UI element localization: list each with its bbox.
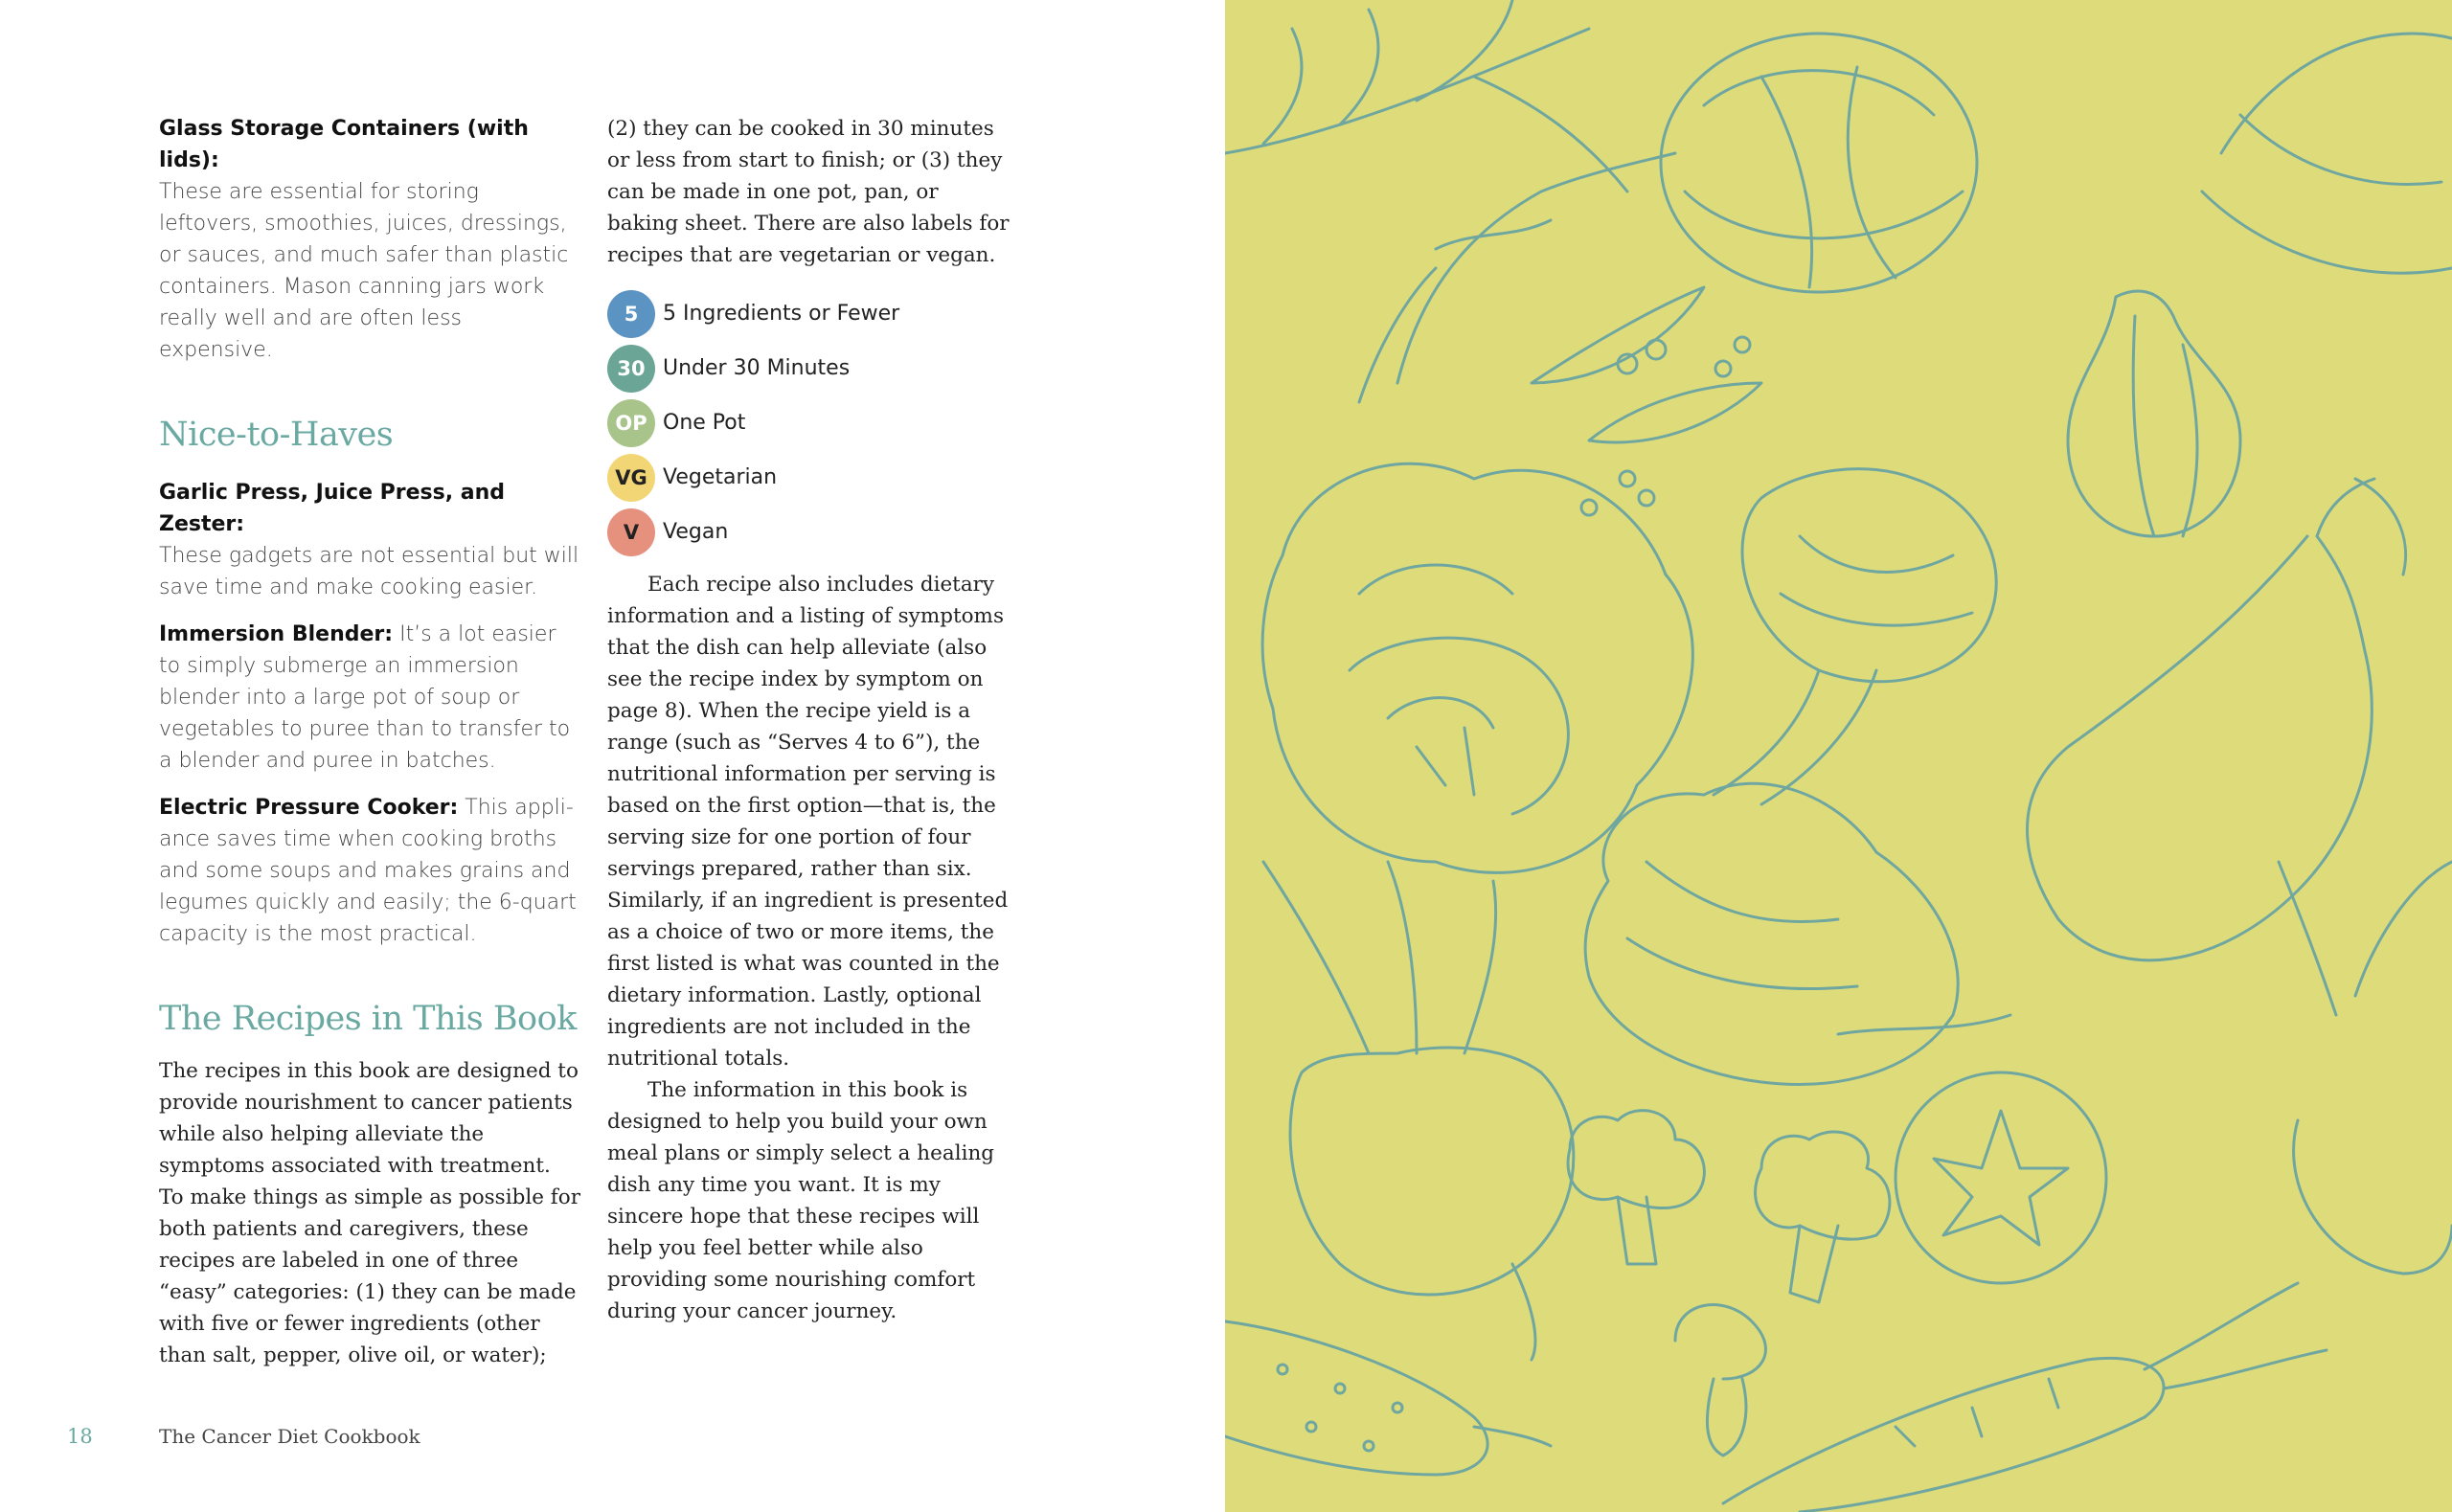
under-30-badge: 30 [607, 345, 655, 393]
garlic-drawing [2068, 291, 2240, 536]
running-footer-title: The Cancer Diet Cookbook [159, 1425, 420, 1448]
closing-paragraph: The information in this book is designed to help you build your own meal plans or simply select a healing dish any time you want. It is my sincere hope that these recipes will help you feel better while also providing some nourishing comfort during your cancer journey. [607, 1078, 995, 1323]
legend-item-under-30 [607, 341, 1010, 395]
legend-label: Vegan [663, 520, 729, 544]
vegan-badge: V [607, 508, 655, 556]
five-ingredients-badge: 5 [607, 290, 655, 338]
legend-item-one-pot [607, 395, 1010, 450]
mushroom-drawing [1675, 1305, 1765, 1456]
cucumber-drawing [1225, 1321, 1551, 1475]
page-number: 18 [67, 1425, 93, 1448]
cabbage-drawing [1661, 34, 1977, 292]
intro-paragraph: (2) they can be cooked in 30 minutes or less from start to finish; or (3) they can be made in one pot, pan, or baking sheet. There are also labels for recipes that are vegetarian or vegan. [607, 117, 1010, 267]
legend-label: Vegetarian [663, 465, 778, 489]
label-legend [607, 286, 1010, 559]
section-heading-nice-to-haves: Nice-to-Haves [159, 416, 394, 454]
entry-text: This appliance saves time when cooking broths and some soups and makes grains and legumes quickly and easily; the 6-quart capacity is the most practical. [159, 796, 577, 946]
legend-label: Under 30 Minutes [663, 356, 851, 380]
beet-drawing [1263, 862, 1574, 1360]
text-column-1 [159, 113, 580, 1371]
left-page [0, 0, 1225, 1512]
glass-containers-entry [159, 113, 580, 366]
pea-pod-drawing [1532, 287, 1761, 515]
legend-item-vegetarian [607, 450, 1010, 505]
entry-text: These gadgets are not essential but will save time and make cooking easier. [159, 544, 579, 599]
artichoke-drawing [1714, 469, 1996, 804]
recipes-paragraph: The recipes in this book are designed to provide nourishment to cancer patients while also helping alleviate the symptoms associated with treatment. To make things as simple as possible for both patients and caregivers, these recipes are labeled in one of three “easy” categories: (1) they can be made with five or fewer ingredients (other than salt, pepper, olive oil, or water); [159, 1059, 580, 1367]
carrot-drawing [1723, 1283, 2327, 1512]
section-heading-recipes: The Recipes in This Book [159, 1000, 577, 1038]
garlic-press-entry [159, 477, 580, 603]
eggplant-drawing [2028, 479, 2406, 960]
entry-text: It’s a lot easier to simply submerge an immersion blender into a large pot of soup or vegetables to puree than to transfer to a blender and puree in batches. [159, 622, 571, 773]
vegetable-line-art [1225, 0, 2452, 1512]
dietary-info-paragraph: Each recipe also includes dietary information and a listing of symptoms that the dish can help alleviate (also see the recipe index by symptom on page 8). When the recipe yield is a range (such as “Serves 4 to 6”), the nutritional information per serving is based on the first option—that is, the serving size for one portion of four servings prepared, rather than six. Similarly, if an ingredient is presented as a choice of two or more items, the first listed is what was counted in the dietary information. Lastly, optional ingredients are not included in the nutritional totals. [607, 573, 1009, 1071]
radish-drawing [2279, 862, 2452, 1274]
entry-label: Immersion Blender: [159, 622, 394, 646]
legend-item-five-ingredients [607, 286, 1010, 341]
immersion-blender-entry [159, 619, 580, 777]
tomato-drawing [1896, 1072, 2106, 1283]
vegetable-illustration-page [1225, 0, 2452, 1512]
entry-text: These are essential for storing leftovers, smoothies, juices, dressings, or sauces, and much safer than plastic containers. Mason canning jars work really well and are often less expensive. [159, 180, 569, 362]
carrot-greens-drawing [1225, 0, 1675, 402]
entry-label: Electric Pressure Cooker: [159, 796, 459, 820]
legend-item-vegan [607, 505, 1010, 559]
entry-label: Garlic Press, Juice Press, and Zester: [159, 481, 506, 536]
entry-label: Glass Storage Containers (with lids): [159, 117, 529, 172]
vegetarian-badge: VG [607, 454, 655, 502]
broccoli-drawing [1568, 1111, 1890, 1302]
text-column-2 [607, 113, 1010, 1327]
legend-label: 5 Ingredients or Fewer [663, 302, 900, 326]
leafy-green-drawing [2202, 34, 2452, 273]
artichoke-large-drawing [1585, 783, 2010, 1084]
legend-label: One Pot [663, 411, 746, 435]
one-pot-badge: OP [607, 399, 655, 447]
pressure-cooker-entry [159, 792, 580, 950]
